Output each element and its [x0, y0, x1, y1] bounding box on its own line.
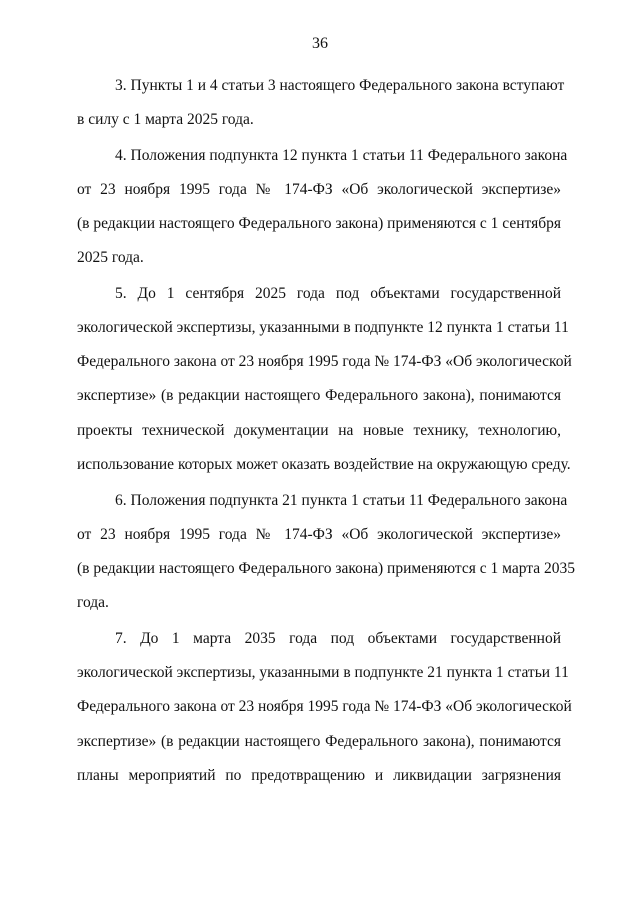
- paragraph-6-line-1: 6. Положения подпункта 21 пункта 1 статьи 11 Федерального закона: [115, 492, 568, 509]
- paragraph-3-line-2: в силу с 1 марта 2025 года.: [77, 111, 254, 128]
- paragraph-4-line-3: (в редакции настоящего Федерального закона) применяются с 1 сентября: [77, 215, 561, 232]
- paragraph-5-line-4: экспертизе» (в редакции настоящего Федерального закона), понимаются: [77, 387, 561, 404]
- paragraph-4-line-4: 2025 года.: [77, 249, 144, 266]
- page-number: 36: [312, 35, 328, 52]
- paragraph-7-line-4: экспертизе» (в редакции настоящего Федерального закона), понимаются: [77, 733, 561, 750]
- paragraph-7-line-1: 7. До 1 марта 2035 года под объектами государственной: [115, 630, 561, 647]
- paragraph-7-line-3: Федерального закона от 23 ноября 1995 года № 174-ФЗ «Об экологической: [77, 698, 572, 715]
- paragraph-5-line-5: проекты технической документации на новые технику, технологию,: [77, 422, 561, 439]
- paragraph-6-line-4: года.: [77, 594, 109, 611]
- paragraph-6-line-3: (в редакции настоящего Федерального закона) применяются с 1 марта 2035: [77, 560, 575, 577]
- paragraph-5-line-6: использование которых может оказать воздействие на окружающую среду.: [77, 456, 571, 473]
- paragraph-7-line-5: планы мероприятий по предотвращению и ликвидации загрязнения: [77, 767, 561, 784]
- paragraph-6-line-2: от 23 ноября 1995 года № 174-ФЗ «Об экологической экспертизе»: [77, 526, 561, 543]
- paragraph-3-line-1: 3. Пункты 1 и 4 статьи 3 настоящего Федерального закона вступают: [115, 77, 565, 94]
- paragraph-4-line-2: от 23 ноября 1995 года № 174-ФЗ «Об экологической экспертизе»: [77, 181, 561, 198]
- paragraph-7-line-2: экологической экспертизы, указанными в подпункте 21 пункта 1 статьи 11: [77, 664, 569, 681]
- paragraph-5-line-2: экологической экспертизы, указанными в подпункте 12 пункта 1 статьи 11: [77, 319, 569, 336]
- paragraph-4-line-1: 4. Положения подпункта 12 пункта 1 статьи 11 Федерального закона: [115, 147, 568, 164]
- paragraph-5-line-1: 5. До 1 сентября 2025 года под объектами государственной: [115, 285, 561, 302]
- paragraph-5-line-3: Федерального закона от 23 ноября 1995 года № 174-ФЗ «Об экологической: [77, 353, 572, 370]
